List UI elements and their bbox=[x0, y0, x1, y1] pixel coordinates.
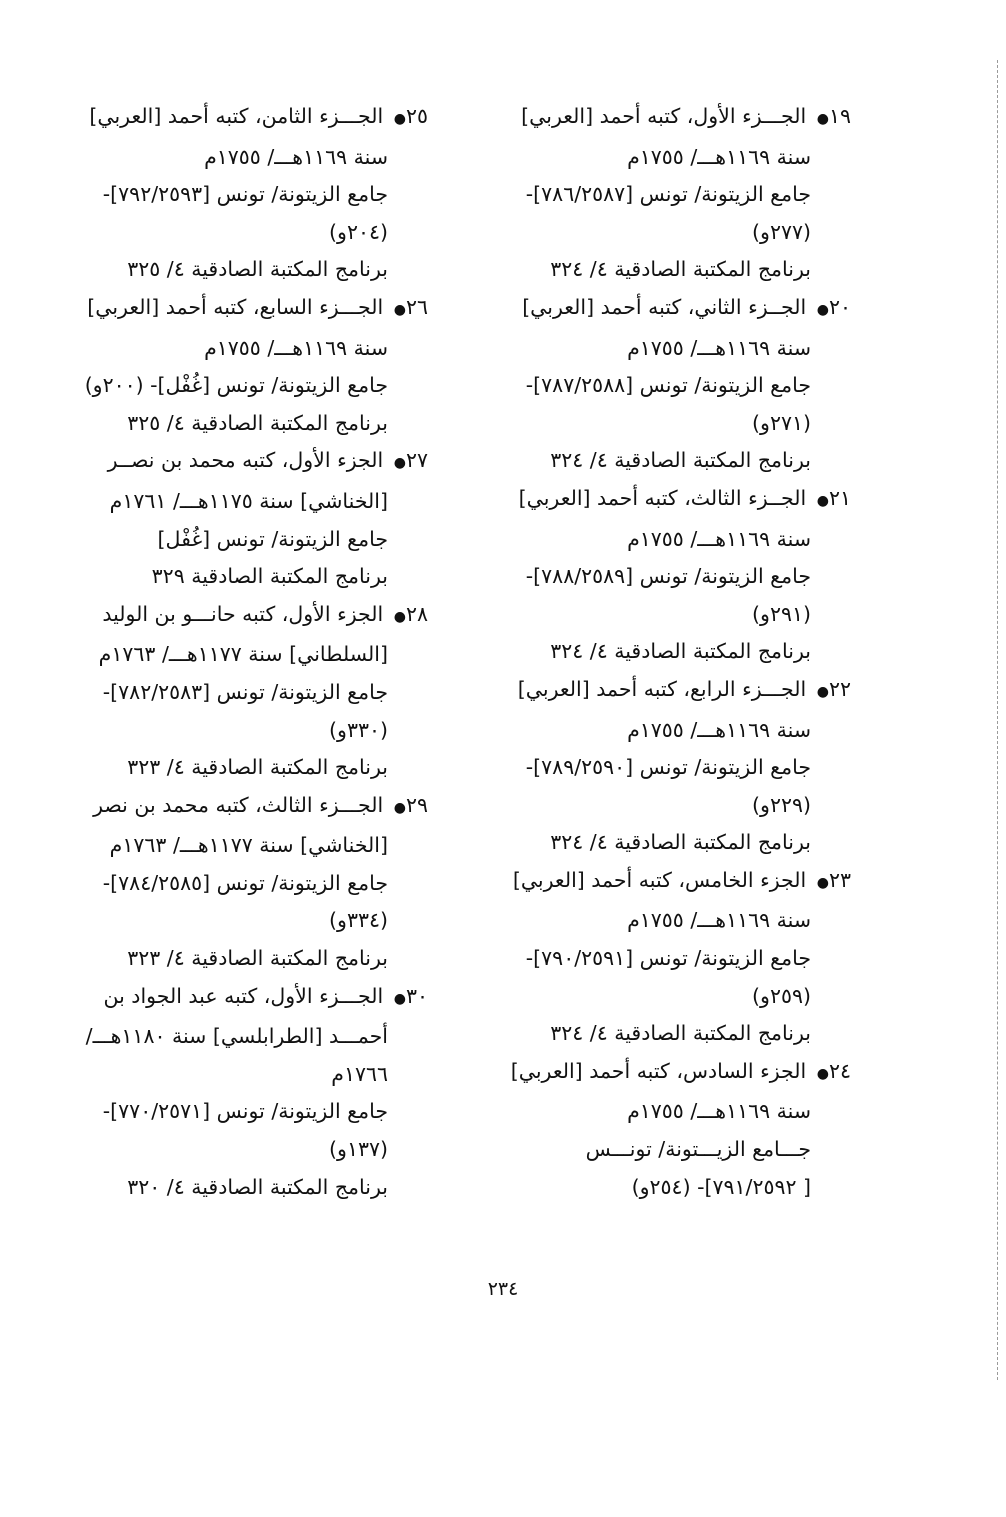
entry-detail-line: برنامج المكتبة الصادقية ٤/ ٣٢٥ bbox=[127, 410, 388, 435]
right-column bbox=[506, 98, 851, 1206]
catalog-entry bbox=[78, 289, 428, 442]
entry-detail-line: سنة ١١٦٩هـــ/ ١٧٥٥م bbox=[627, 526, 811, 551]
entry-number: ١٩ bbox=[828, 104, 851, 128]
catalog-entry bbox=[78, 787, 428, 978]
entry-text: الجـــزء الرابع، كتبه أحمد [العربي] bbox=[517, 676, 807, 701]
entry-text: الجـــزء الأول، كتبه عبد الجواد بن bbox=[103, 983, 384, 1008]
bullet-icon: ● bbox=[816, 1065, 829, 1082]
entry-detail-line: سنة ١١٦٩هـــ/ ١٧٥٥م bbox=[627, 144, 811, 169]
catalog-entry bbox=[78, 978, 428, 1207]
entry-detail-line: جامع الزيتونة/ تونس [غُفْل] bbox=[157, 526, 388, 551]
entry-title-line bbox=[78, 98, 428, 139]
entry-title-line bbox=[78, 596, 428, 637]
entry-title-line bbox=[78, 289, 428, 330]
entry-text: الجــزء الثالث، كتبه أحمد [العربي] bbox=[518, 485, 807, 510]
entry-detail-line: [ ٧٩١/٢٥٩٢]- (٢٥٤و) bbox=[631, 1174, 811, 1199]
entry-detail-line: برنامج المكتبة الصادقية ٤/ ٣٢٣ bbox=[127, 946, 388, 971]
left-column bbox=[78, 98, 428, 1206]
entry-detail-line: سنة ١١٦٩هـــ/ ١٧٥٥م bbox=[627, 1099, 811, 1124]
entry-number: ٢٢ bbox=[828, 676, 851, 701]
entry-detail-line: جامع الزيتونة/ تونس [٧٨٦/٢٥٨٧]- bbox=[525, 182, 811, 207]
entry-detail-line: جامع الزيتونة/ تونس [٧٨٧/٢٥٨٨]- bbox=[525, 373, 811, 398]
entry-detail-line: (٣٣٠و) bbox=[329, 717, 388, 742]
entry-detail-line: سنة ١١٦٩هـــ/ ١٧٥٥م bbox=[204, 144, 388, 169]
bullet-icon: ● bbox=[393, 608, 406, 625]
entry-text: الجزء السادس، كتبه أحمد [العربي] bbox=[510, 1058, 807, 1083]
bullet-icon: ● bbox=[393, 990, 406, 1007]
entry-detail-line: (٢٥٩و) bbox=[752, 983, 811, 1008]
entry-detail-line: (٢٢٩و) bbox=[752, 792, 811, 817]
entry-number: ٢٧ bbox=[405, 448, 428, 473]
entry-number: ٣٠ bbox=[405, 983, 428, 1008]
entry-detail-line: [الخناشي] سنة ١١٧٧هـــ/ ١٧٦٣م bbox=[109, 833, 388, 858]
entry-title-line bbox=[506, 98, 851, 139]
bullet-icon: ● bbox=[816, 874, 829, 891]
catalog-entry bbox=[506, 289, 851, 480]
entry-detail-line: (٢٧١و) bbox=[752, 410, 811, 435]
entry-text: الجــزء الثاني، كتبه أحمد [العربي] bbox=[522, 294, 807, 319]
catalog-entry bbox=[78, 596, 428, 787]
entry-detail-line: جامع الزيتونة/ تونس [غُفْل]- (٢٠٠و) bbox=[84, 373, 388, 398]
entry-detail-line: (٢٧٧و) bbox=[752, 219, 811, 244]
entry-number: ٢٦ bbox=[405, 294, 428, 319]
entry-detail-line: سنة ١١٦٩هـــ/ ١٧٥٥م bbox=[627, 908, 811, 933]
bullet-icon: ● bbox=[393, 301, 406, 318]
catalog-entry bbox=[78, 442, 428, 595]
page-number: ٢٣٤ bbox=[487, 1278, 519, 1300]
entry-detail-line: [الخناشي] سنة ١١٧٥هـــ/ ١٧٦١م bbox=[109, 488, 388, 513]
entry-title-line bbox=[78, 978, 428, 1019]
entry-detail-line: برنامج المكتبة الصادقية ٤/ ٣٢٤ bbox=[550, 830, 811, 855]
entry-number: ٢٣ bbox=[828, 867, 851, 892]
entry-title-line bbox=[506, 862, 851, 903]
bullet-icon: ● bbox=[393, 111, 406, 127]
entry-title-line bbox=[506, 1053, 851, 1094]
entry-detail-line: برنامج المكتبة الصادقية ٤/ ٣٢٤ bbox=[550, 639, 811, 664]
catalog-entry bbox=[78, 98, 428, 289]
entry-detail-line: أحمـــد [الطرابلسي] سنة ١١٨٠هـــ/ bbox=[85, 1024, 388, 1049]
entry-detail-line: ١٧٦٦م bbox=[331, 1061, 388, 1086]
entry-text: الجـــزء الثامن، كتبه أحمد [العربي] bbox=[89, 104, 384, 128]
entry-detail-line: (٢٠٤و) bbox=[329, 219, 388, 244]
entry-number: ٢١ bbox=[828, 485, 851, 510]
entry-number: ٢٩ bbox=[405, 792, 428, 817]
entry-text: الجزء الأول، كتبه محمد بن نصــر bbox=[107, 448, 384, 473]
entry-text: الجـــزء السابع، كتبه أحمد [العربي] bbox=[87, 294, 384, 319]
entry-detail-line: جامع الزيتونة/ تونس [٧٩٠/٢٥٩١]- bbox=[525, 946, 811, 971]
entry-text: الجـــزء الثالث، كتبه محمد بن نصر bbox=[93, 792, 384, 817]
entry-title-line bbox=[78, 442, 428, 483]
entry-detail-line: برنامج المكتبة الصادقية ٤/ ٣٢٤ bbox=[550, 448, 811, 473]
entry-detail-line: جامع الزيتونة/ تونس [٧٩٢/٢٥٩٣]- bbox=[102, 182, 388, 207]
catalog-entry bbox=[506, 1053, 851, 1206]
entry-text: الجزء الأول، كتبه حانـــو بن الوليد bbox=[102, 601, 384, 626]
entry-number: ٢٨ bbox=[405, 601, 428, 626]
bullet-icon: ● bbox=[816, 683, 829, 700]
entry-title-line bbox=[78, 787, 428, 828]
bullet-icon: ● bbox=[393, 455, 406, 472]
entry-detail-line: جامع الزيتونة/ تونس [٧٨٩/٢٥٩٠]- bbox=[525, 755, 811, 780]
entry-detail-line: برنامج المكتبة الصادقية ٤/ ٣٢٥ bbox=[127, 257, 388, 282]
catalog-entry bbox=[506, 862, 851, 1053]
entry-detail-line: برنامج المكتبة الصادقية ٣٢٩ bbox=[151, 564, 388, 589]
entry-detail-line: برنامج المكتبة الصادقية ٤/ ٣٢٤ bbox=[550, 1021, 811, 1046]
entry-detail-line: (١٣٧و) bbox=[329, 1137, 388, 1162]
entry-title-line bbox=[506, 480, 851, 521]
entry-detail-line: (٢٩١و) bbox=[752, 601, 811, 626]
bullet-icon: ● bbox=[816, 111, 829, 127]
entry-title-line bbox=[506, 671, 851, 712]
page-edge-line bbox=[997, 60, 998, 1380]
entry-text: الجزء الخامس، كتبه أحمد [العربي] bbox=[512, 867, 807, 892]
entry-detail-line: برنامج المكتبة الصادقية ٤/ ٣٢٠ bbox=[127, 1174, 388, 1199]
entry-text: الجـــزء الأول، كتبه أحمد [العربي] bbox=[521, 104, 807, 128]
entry-detail-line: سنة ١١٦٩هـــ/ ١٧٥٥م bbox=[204, 335, 388, 360]
bullet-icon: ● bbox=[393, 799, 406, 816]
entry-detail-line: جامع الزيتونة/ تونس [٧٧٠/٢٥٧١]- bbox=[102, 1099, 388, 1124]
entry-detail-line: برنامج المكتبة الصادقية ٤/ ٣٢٣ bbox=[127, 755, 388, 780]
entry-detail-line: (٣٣٤و) bbox=[329, 908, 388, 933]
entry-detail-line: [السلطاني] سنة ١١٧٧هـــ/ ١٧٦٣م bbox=[98, 642, 388, 667]
entry-detail-line: برنامج المكتبة الصادقية ٤/ ٣٢٤ bbox=[550, 257, 811, 282]
entry-title-line bbox=[506, 289, 851, 330]
catalog-entry bbox=[506, 98, 851, 289]
entry-detail-line: سنة ١١٦٩هـــ/ ١٧٥٥م bbox=[627, 717, 811, 742]
entry-number: ٢٥ bbox=[405, 104, 428, 128]
entry-detail-line: جامع الزيتونة/ تونس [٧٨٤/٢٥٨٥]- bbox=[102, 870, 388, 895]
entry-detail-line: سنة ١١٦٩هـــ/ ١٧٥٥م bbox=[627, 335, 811, 360]
entry-detail-line: جامع الزيتونة/ تونس [٧٨٨/٢٥٨٩]- bbox=[525, 564, 811, 589]
entry-detail-line: جامع الزيتونة/ تونس [٧٨٢/٢٥٨٣]- bbox=[102, 679, 388, 704]
entry-detail-line: جـــامع الزيـــتونة/ تونـــس bbox=[585, 1137, 811, 1162]
bullet-icon: ● bbox=[816, 301, 829, 318]
entry-number: ٢٤ bbox=[828, 1058, 851, 1083]
bullet-icon: ● bbox=[816, 492, 829, 509]
entry-number: ٢٠ bbox=[828, 294, 851, 319]
catalog-entry bbox=[506, 480, 851, 671]
catalog-entry bbox=[506, 671, 851, 862]
